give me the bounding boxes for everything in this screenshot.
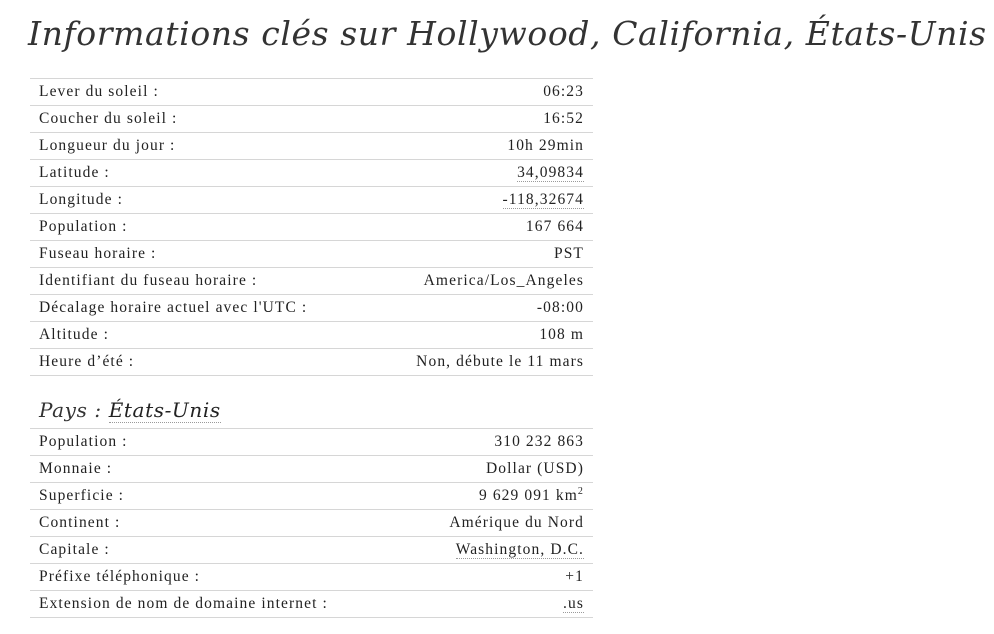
- table-row: [30, 349, 593, 376]
- row-label: Lever du soleil :: [30, 79, 371, 106]
- domain-extension-link[interactable]: .us: [563, 595, 584, 612]
- table-row: [30, 456, 593, 483]
- table-row: [30, 79, 593, 106]
- row-value: [371, 160, 593, 187]
- country-link[interactable]: États-Unis: [108, 398, 221, 422]
- row-value: Non, débute le 11 mars: [371, 349, 593, 376]
- country-info-table: [30, 428, 593, 618]
- row-label: Continent :: [30, 510, 406, 537]
- row-value: 108 m: [371, 322, 593, 349]
- row-label: Monnaie :: [30, 456, 406, 483]
- row-label: Préfixe téléphonique :: [30, 564, 406, 591]
- row-value: 10h 29min: [371, 133, 593, 160]
- area-value: 9 629 091 km: [479, 487, 578, 504]
- table-row: [30, 214, 593, 241]
- city-info-table: [30, 78, 593, 376]
- row-label: Extension de nom de domaine internet :: [30, 591, 406, 618]
- row-label: Superficie :: [30, 483, 406, 510]
- row-value: America/Los_Angeles: [371, 268, 593, 295]
- page-title: Informations clés sur Hollywood, California, États-Unis: [28, 14, 987, 53]
- table-row: [30, 268, 593, 295]
- capital-link[interactable]: Washington, D.C.: [455, 541, 584, 558]
- row-label: Identifiant du fuseau horaire :: [30, 268, 371, 295]
- row-label: Heure d’été :: [30, 349, 371, 376]
- row-value: 06:23: [371, 79, 593, 106]
- row-value: PST: [371, 241, 593, 268]
- table-row: [30, 591, 593, 618]
- table-row: [30, 537, 593, 564]
- row-label: Population :: [30, 429, 406, 456]
- table-row: [30, 295, 593, 322]
- row-label: Altitude :: [30, 322, 371, 349]
- row-label: Longueur du jour :: [30, 133, 371, 160]
- row-label: Capitale :: [30, 537, 406, 564]
- row-value: Amérique du Nord: [406, 510, 593, 537]
- row-label: Longitude :: [30, 187, 371, 214]
- row-value: -08:00: [371, 295, 593, 322]
- table-row: [30, 187, 593, 214]
- longitude-link[interactable]: -118,32674: [502, 191, 584, 208]
- table-row: [30, 322, 593, 349]
- row-value: [406, 591, 593, 618]
- row-label: Population :: [30, 214, 371, 241]
- table-row: [30, 564, 593, 591]
- row-value: +1: [406, 564, 593, 591]
- table-row: [30, 241, 593, 268]
- row-value: 16:52: [371, 106, 593, 133]
- row-label: Fuseau horaire :: [30, 241, 371, 268]
- table-row: [30, 510, 593, 537]
- table-row: [30, 160, 593, 187]
- country-heading-prefix: Pays :: [39, 398, 109, 422]
- row-value: 310 232 863: [406, 429, 593, 456]
- row-label: Coucher du soleil :: [30, 106, 371, 133]
- table-row: [30, 429, 593, 456]
- row-value: [406, 483, 593, 510]
- row-label: Décalage horaire actuel avec l'UTC :: [30, 295, 371, 322]
- area-unit-exponent: 2: [577, 485, 584, 497]
- row-label: Latitude :: [30, 160, 371, 187]
- latitude-link[interactable]: 34,09834: [517, 164, 584, 181]
- row-value: [406, 537, 593, 564]
- table-row: [30, 133, 593, 160]
- row-value: Dollar (USD): [406, 456, 593, 483]
- row-value: 167 664: [371, 214, 593, 241]
- country-heading: [39, 398, 221, 422]
- table-row: [30, 483, 593, 510]
- row-value: [371, 187, 593, 214]
- table-row: [30, 106, 593, 133]
